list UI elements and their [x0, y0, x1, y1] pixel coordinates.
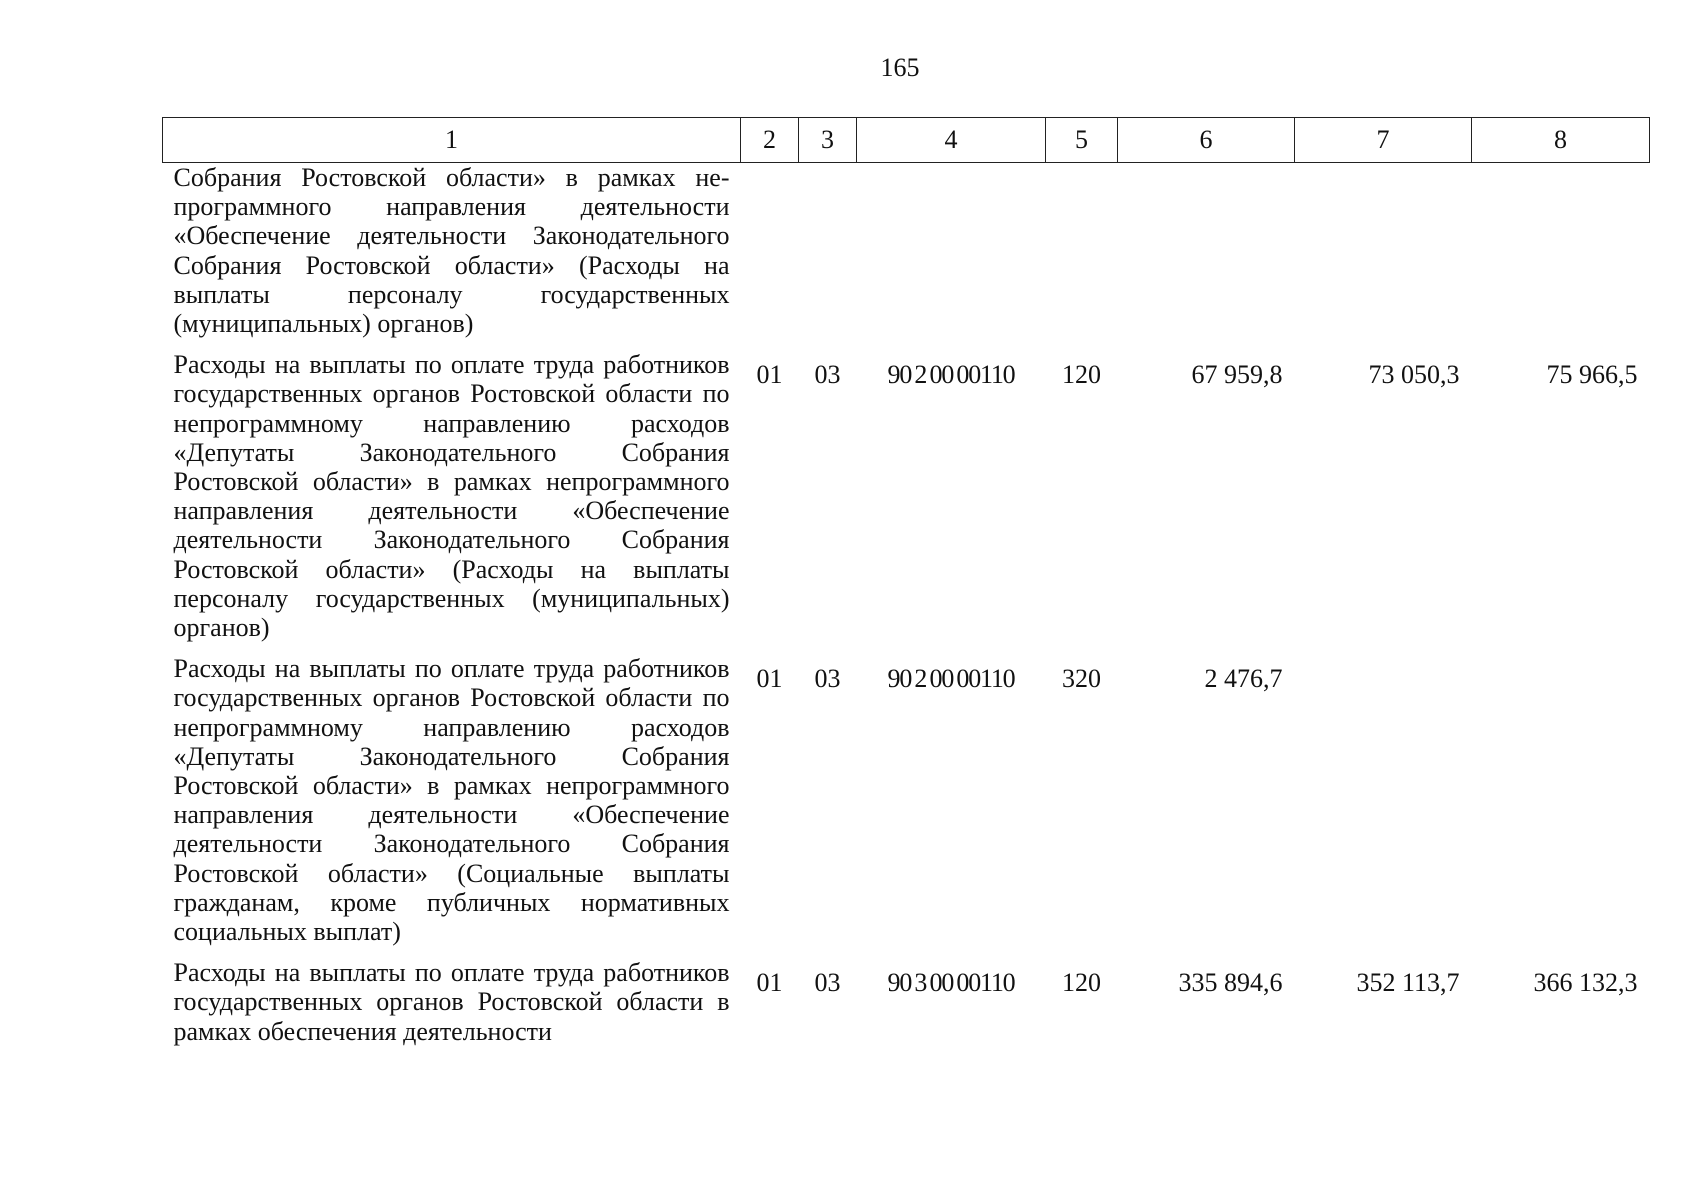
row-description: Расходы на выплаты по оплате труда работников государственных органов Ростовской области по непрограммному направлению расходов «Депутаты Законодательного Собрания Ростовской области» в рамках непрограммного направления деятельности «Обеспечение деятельности Законодательного Собрания Ростовской области» (Расходы на выплаты персоналу государственных (муниципальных) органов)	[173, 350, 730, 643]
row-subsection	[799, 163, 857, 351]
row-expense-type: 320	[1062, 664, 1101, 694]
row-target-article: 90 3 00 00110	[887, 968, 1015, 998]
row-amount-2: 73 050,3	[1368, 360, 1460, 390]
header-row	[163, 118, 1650, 163]
row-subsection: 03	[814, 968, 841, 998]
column-header-8: 8	[1472, 118, 1650, 163]
table-body	[163, 163, 1650, 1058]
row-description: Расходы на выплаты по оплате труда работников государственных органов Ростовской области по непрограммному направлению расходов «Депутаты Законодательного Собрания Ростовской области» в рамках непрограммного направления деятельности «Обеспечение деятельности Законодательного Собрания Ростовской области» (Социальные выплаты гражданам, кроме публичных нормативных социальных выплат)	[173, 654, 730, 947]
row-target-article: 90 2 00 00110	[887, 664, 1015, 694]
row-amount-3: 366 132,3	[1533, 968, 1638, 998]
table-header	[163, 118, 1650, 163]
row-amount-1	[1118, 163, 1295, 351]
row-target-article: 90 2 00 00110	[887, 360, 1015, 390]
row-amount-3: 75 966,5	[1546, 360, 1638, 390]
column-header-4: 4	[857, 118, 1046, 163]
row-subsection: 03	[814, 360, 841, 390]
table-row	[163, 654, 1650, 958]
row-expense-type: 120	[1062, 968, 1101, 998]
row-expense-type	[1046, 163, 1118, 351]
column-header-5: 5	[1046, 118, 1118, 163]
column-header-6: 6	[1118, 118, 1295, 163]
column-header-1: 1	[163, 118, 741, 163]
table-row	[163, 163, 1650, 351]
row-amount-2	[1295, 163, 1472, 351]
row-section: 01	[756, 968, 783, 998]
row-section: 01	[756, 360, 783, 390]
table-row	[163, 350, 1650, 654]
row-description: Собрания Ростовской области» в рамках непрограммного направления деятельности «Обеспечение деятельности Законодательного Собрания Ростовской области» (Расходы на выплаты персоналу государственных (муниципальных) органов)	[173, 163, 730, 339]
budget-table	[162, 117, 1650, 1058]
row-subsection: 03	[814, 664, 841, 694]
row-amount-2	[1295, 654, 1472, 958]
row-amount-2: 352 113,7	[1356, 968, 1460, 998]
column-header-3: 3	[799, 118, 857, 163]
column-header-2: 2	[741, 118, 799, 163]
table-row	[163, 958, 1650, 1058]
page-number: 165	[880, 53, 920, 82]
row-description: Расходы на выплаты по оплате труда работников государственных органов Ростовской области в рамках обеспечения деятельности	[173, 958, 730, 1046]
row-amount-1: 2 476,7	[1204, 664, 1283, 694]
row-amount-3	[1472, 654, 1650, 958]
column-header-7: 7	[1295, 118, 1472, 163]
row-amount-1: 335 894,6	[1178, 968, 1283, 998]
row-section	[741, 163, 799, 351]
row-target-article	[857, 163, 1046, 351]
row-expense-type: 120	[1062, 360, 1101, 390]
row-amount-3	[1472, 163, 1650, 351]
row-amount-1: 67 959,8	[1191, 360, 1283, 390]
row-section: 01	[756, 664, 783, 694]
